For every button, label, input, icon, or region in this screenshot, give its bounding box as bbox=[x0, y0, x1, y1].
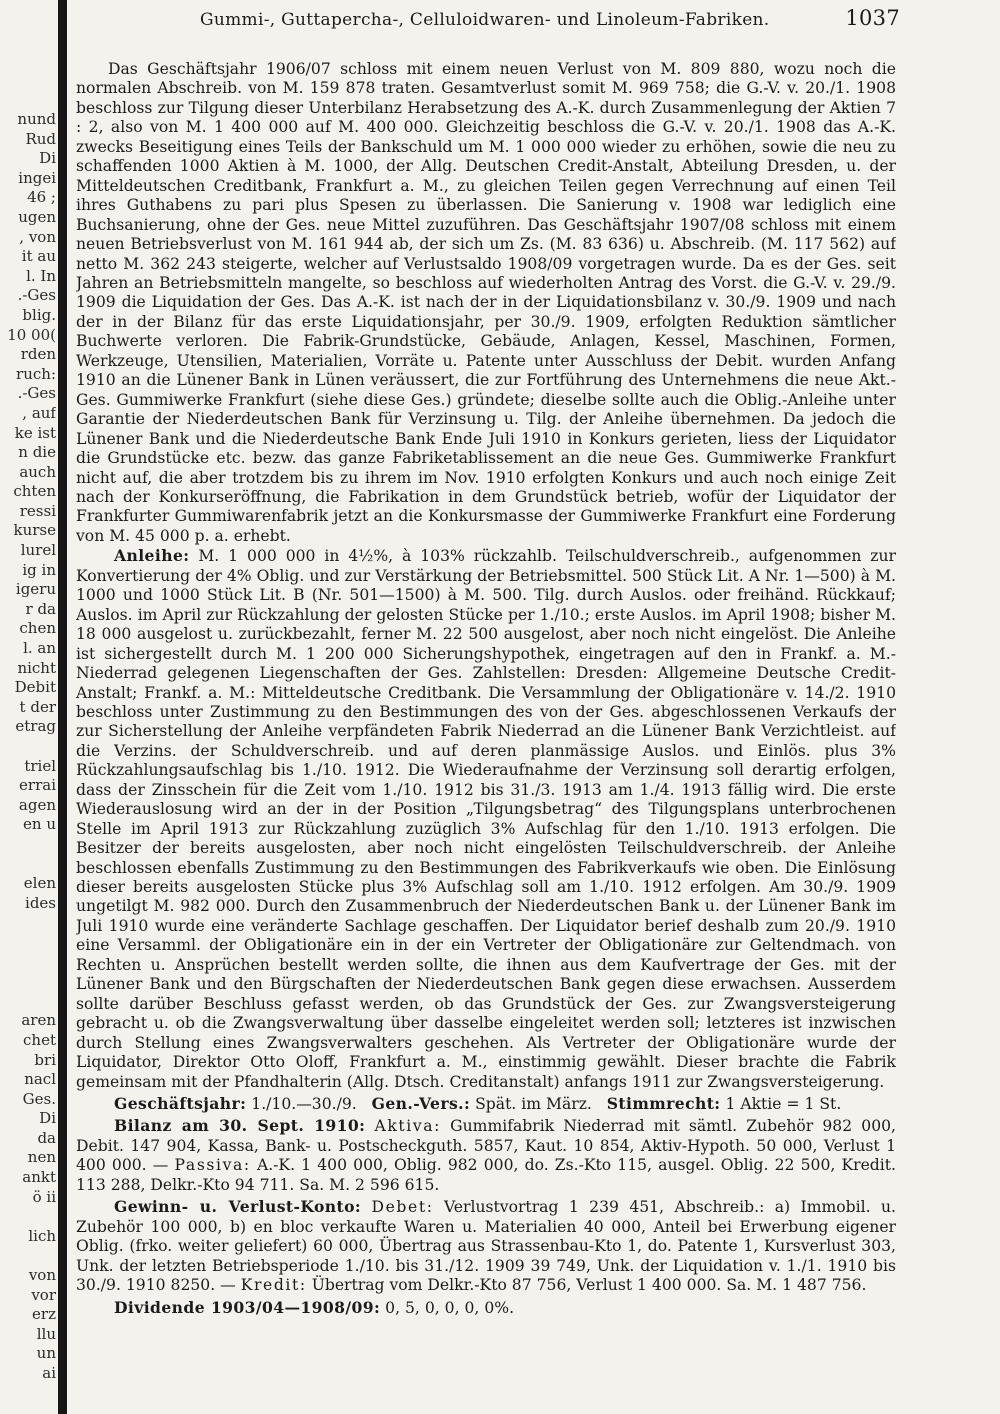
page-number: 1037 bbox=[845, 6, 900, 30]
passiva-label: Passiva: bbox=[174, 1156, 251, 1175]
margin-fragment: ruch: bbox=[16, 364, 56, 383]
margin-fragment: Di bbox=[39, 149, 56, 168]
stimmrecht-value: 1 Aktie = 1 St. bbox=[725, 1095, 842, 1114]
margin-fragment: l. In bbox=[26, 266, 56, 285]
margin-fragment: bri bbox=[34, 1050, 56, 1069]
margin-fragment bbox=[0, 913, 56, 933]
margin-fragment: .-Ges bbox=[17, 286, 56, 305]
margin-fragment: t der bbox=[19, 697, 56, 716]
margin-fragment bbox=[0, 933, 56, 953]
margin-fragment: l. an bbox=[23, 639, 56, 658]
kredit-label: Kredit: bbox=[240, 1276, 307, 1295]
margin-fragment: errai bbox=[19, 776, 56, 795]
geschaeftsjahr-label: Geschäftsjahr: bbox=[114, 1094, 247, 1114]
margin-fragment bbox=[0, 737, 56, 757]
debet-label: Debet: bbox=[371, 1198, 434, 1217]
dividende-value: 0, 5, 0, 0, 0, 0%. bbox=[385, 1298, 515, 1317]
margin-fragment: llu bbox=[36, 1324, 56, 1343]
margin-fragment: rden bbox=[20, 345, 56, 364]
margin-fragment: vor bbox=[31, 1285, 56, 1304]
margin-fragment: Debit bbox=[14, 678, 56, 697]
margin-fragment: lurel bbox=[20, 541, 56, 560]
margin-fragment: chet bbox=[23, 1030, 56, 1049]
margin-fragment: aren bbox=[21, 1011, 56, 1030]
margin-fragment: ankt bbox=[22, 1168, 56, 1187]
dividende-line bbox=[76, 1298, 896, 1318]
stimmrecht-label: Stimmrecht: bbox=[606, 1094, 721, 1114]
margin-fragment: , von bbox=[19, 227, 56, 246]
margin-fragment: nicht bbox=[17, 658, 56, 677]
aktiva-label: Aktiva: bbox=[374, 1117, 442, 1136]
margin-fragment: n die bbox=[18, 443, 56, 462]
margin-fragment: Rud bbox=[25, 129, 56, 148]
margin-fragment: 10 00( bbox=[7, 325, 56, 344]
margin-fragment: nen bbox=[27, 1148, 56, 1167]
margin-fragment: auch bbox=[19, 462, 56, 481]
margin-fragment: Ges. bbox=[22, 1089, 56, 1108]
margin-fragment bbox=[0, 1207, 56, 1227]
margin-fragment: ig in bbox=[22, 560, 56, 579]
gen-vers-value: Spät. im März. bbox=[475, 1095, 592, 1114]
binding-gutter bbox=[58, 0, 67, 1414]
margin-fragment: un bbox=[36, 1344, 56, 1363]
margin-fragment: etrag bbox=[15, 717, 56, 736]
page-header bbox=[200, 6, 900, 36]
margin-fragment: chten bbox=[13, 482, 56, 501]
margin-fragment: nund bbox=[17, 110, 56, 128]
main-text-column bbox=[76, 60, 896, 1410]
margin-fragment: blig. bbox=[22, 305, 56, 324]
guv-paragraph bbox=[76, 1197, 896, 1295]
guv-label: Gewinn- u. Verlust-Konto: bbox=[114, 1197, 362, 1217]
margin-fragment: ugen bbox=[18, 207, 56, 226]
margin-fragment: ingei bbox=[18, 168, 56, 187]
margin-fragment: en u bbox=[23, 815, 56, 834]
aktiva-text: Gummifabrik Niederrad mit sämtl. Zubehör 982 000, Debit. 147 904, Kassa, Bank- u. Postscheckguth. 5857, Kaut. 10 854, Aktiv-Hypoth. 50 000, Verlust 1 400 000. — bbox=[76, 1117, 896, 1175]
margin-fragment: nacl bbox=[24, 1070, 56, 1089]
anleihe-paragraph bbox=[76, 546, 896, 1092]
margin-fragment: elen bbox=[23, 874, 56, 893]
margin-fragment bbox=[0, 992, 56, 1012]
margin-fragment: chen bbox=[19, 619, 56, 638]
margin-fragment: igeru bbox=[15, 580, 56, 599]
margin-fragment: ai bbox=[42, 1364, 56, 1382]
margin-fragment: kurse bbox=[13, 521, 56, 540]
anleihe-text: M. 1 000 000 in 4½%, à 103% rückzahlb. Teilschuldverschreib., aufgenommen zur Konvertierung der 4% Oblig. und zur Verstärkung der Betriebsmittel. 500 Stück Lit. A Nr. 1—500) à M. 1000 und 1000 Stück Lit. B (Nr. 501—1500) à M. 500. Tilg. durch Auslos. oder freihänd. Rückkauf; Auslos. im April zur Rückzahlung der gelosten Stücke per 1./10.; erste Auslos. im April 1908; bisher M. 18 000 ausgelost u. zurückbezahlt, ferner M. 22 500 ausgelost, aber noch nicht eingelöst. Die Anleihe ist sichergestellt durch M. 1 200 000 Sicherungshypothek, eingetragen auf den in Frankf. a. M.-Niederrad gelegenen Liegenschaften der Ges. Zahlstellen: Dresden: Allgemeine Deutsche Credit-Anstalt; Frankf. a. M.: Mitteldeutsche Creditbank. Die Versammlung der Obligationäre v. 14./2. 1910 beschloss unter Zustimmung zu den Bestimmungen des von der Ges. abgeschlossenen Verkaufs der zur Sicherstellung der Anleihe verpfändeten Fabrik Niederrad an die Lünener Bank Verzichtleist. auf die Verzins. der Schuldverschreib. und auf deren planmässige Auslos. und Einlös. plus 3% Rückzahlungsaufschlag bis 1./10. 1912. Die Wiederaufnahme der Verzinsung soll derartig erfolgen, dass der Zinsschein für die Zeit vom 1./10. 1912 bis 31./3. 1913 am 1./4. 1913 fällig wird. Die erste Wiederauslosung wird an der in der Position „Tilgungsbetrag“ des Tilgungsplans unterbrochenen Stelle im April 1913 zur Rückzahlung zuzüglich 3% Aufschlag für den 1./10. 1913 erfolgen. Die Besitzer der bereits ausgelosten, aber noch nicht eingelösten Teilschuldverschreib. der Anleihe beschlossen ebenfalls Zustimmung zu den Bestimmungen des Fabrikverkaufs wie oben. Die Einlösung dieser bereits ausgelosten Stücke plus 3% Aufschlag soll am 1./10. 1912 erfolgen. Am 30./9. 1909 ungetilgt M. 982 000. Durch den Zusammenbruch der Niederdeutschen Bank u. der Lünener Bank im Juli 1910 wurde eine veränderte Sachlage geschaffen. Der Liquidator berief deshalb zum 20./9. 1910 eine Versamml. der Obligationäre ein in der ein Vertreter der Obligationäre zur Geltendmach. von Rechten u. Ansprüchen bestellt werden sollte, die ihnen aus dem Kaufvertrage der Ges. mit der Lünener Bank und den Bürgschaften der Niederdeutschen Bank gegen diese erwachsen. Ausserdem sollte darüber Beschluss gefasst werden, ob das Grundstück der Ges. zur Zwangsversteigerung gebracht u. ob die Zwangsverwaltung über dasselbe eingeleitet werden soll; letzteres ist inzwischen durch Stellung eines Zwangsverwalters geschehen. Als Vertreter der Obligationäre wurde der Liquidator, Direktor Otto Oloff, Frankfurt a. M., einstimmig gewählt. Dieser brachte die Fabrik gemeinsam mit der Pfandhalterin (Allg. Dtsch. Creditanstalt) anfangs 1911 zur Zwangsversteigerung. bbox=[76, 547, 896, 1091]
margin-fragment: , auf bbox=[22, 403, 56, 422]
margin-fragment bbox=[0, 1246, 56, 1266]
margin-fragment: Di bbox=[39, 1109, 56, 1128]
dividende-label: Dividende 1903/04—1908/09: bbox=[114, 1297, 381, 1317]
margin-fragment: ö ii bbox=[32, 1187, 56, 1206]
margin-fragment: triel bbox=[24, 756, 56, 775]
margin-fragment: .-Ges bbox=[17, 384, 56, 403]
margin-fragment bbox=[0, 953, 56, 973]
margin-fragment: r da bbox=[25, 599, 56, 618]
previous-page-margin bbox=[0, 110, 56, 1384]
margin-fragment: agen bbox=[18, 795, 56, 814]
margin-fragment bbox=[0, 972, 56, 992]
history-paragraph: Das Geschäftsjahr 1906/07 schloss mit einem neuen Verlust von M. 809 880, wozu noch die normalen Abschreib. von M. 159 878 traten. Gesamtverlust somit M. 969 758; die G.-V. v. 20./1. 1908 beschloss zur Tilgung dieser Unterbilanz Herabsetzung des A.-K. durch Zusammenlegung der Aktien 7 : 2, also von M. 1 400 000 auf M. 400 000. Gleichzeitig beschloss die G.-V. v. 20./1. 1908 das A.-K. zwecks Beseitigung eines Teils der Bankschuld um M. 1 000 000 wieder zu erhöhen, sowie die neu zu schaffenden 1000 Aktien à M. 1000, der Allg. Deutschen Credit-Anstalt, Abteilung Dresden, u. der Mitteldeutschen Creditbank, Frankfurt a. M., zu gleichen Teilen gegen Verrechnung auf einen Teil ihres Guthabens zu pari plus Spesen zu überlassen. Die Sanierung v. 1908 war lediglich eine Buchsanierung, ohne der Ges. neue Mittel zuzuführen. Das Geschäftsjahr 1907/08 schloss mit einem neuen Betriebsverlust von M. 161 944 ab, der sich um Zs. (M. 83 636) u. Abschreib. (M. 117 562) auf netto M. 362 243 steigerte, welcher auf Verlustsaldo 1908/09 vorgetragen wurde. Da es der Ges. seit Jahren an Betriebsmitteln mangelte, so beschloss auf wiederholten Antrag des Vorst. die G.-V. v. 29./9. 1909 die Liquidation der Ges. Das A.-K. ist nach der in der Liquidationsbilanz v. 30./9. 1909 und nach der in der Bilanz für das erste Liquidationsjahr, per 30./9. 1909, erfolgten Reduktion sämtlicher Buchwerte verloren. Die Fabrik-Grundstücke, Gebäude, Anlagen, Kessel, Maschinen, Formen, Werkzeuge, Utensilien, Materialien, Vorräte u. Patente unter Ausschluss der Debit. wurden Anfang 1910 an die Lünener Bank in Lünen veräussert, die zur Fortführung des Unternehmens die neue Akt.-Ges. Gummiwerke Frankfurt (siehe diese Ges.) gründete; dieselbe sollte auch die Oblig.-Anleihe unter Garantie der Niederdeutschen Bank für Verzinsung u. Tilg. der Anleihe übernehmen. Da jedoch die Lünener Bank und die Niederdeutsche Bank Ende Juli 1910 in Konkurs gerieten, liess der Liquidator die Grundstücke etc. bezw. das ganze Fabriketablissement an die neue Ges. Gummiwerke Frankfurt nicht auf, die aber trotzdem bis zu ihrem im Nov. 1910 erfolgten Konkurs und auch noch einige Zeit nach der Konkurseröffnung, die Fabrikation in dem Grundstück betrieb, wofür der Liquidator der Frankfurter Gummiwarenfabrik jetzt an die Konkursmasse der Gummiwerke Frankfurt eine Forderung von M. 45 000 p. a. erhebt. bbox=[76, 60, 896, 545]
margin-fragment: ressi bbox=[19, 501, 56, 520]
gen-vers-label: Gen.-Vers.: bbox=[371, 1094, 471, 1114]
kredit-text: Übertrag vom Delkr.-Kto 87 756, Verlust 1 400 000. Sa. M. 1 487 756. bbox=[311, 1276, 867, 1295]
margin-fragment: da bbox=[37, 1128, 56, 1147]
anleihe-label: Anleihe: bbox=[114, 546, 190, 566]
bilanz-label: Bilanz am 30. Sept. 1910: bbox=[114, 1116, 366, 1136]
meta-line bbox=[76, 1094, 896, 1114]
geschaeftsjahr-value: 1./10.—30./9. bbox=[251, 1095, 357, 1114]
bilanz-paragraph bbox=[76, 1116, 896, 1195]
margin-fragment: ides bbox=[25, 893, 56, 912]
margin-fragment: ke ist bbox=[14, 423, 56, 442]
margin-fragment: von bbox=[28, 1266, 56, 1285]
debet-text: Verlustvortrag 1 239 451, Abschreib.: a) Immobil. u. Zubehör 100 000, b) en bloc verkaufte Waren u. Materialien 40 000, Anteil bei Erwerbung eigener Oblig. (frko. weiter geliefert) 60 000, Übertrag aus Strassenbau-Kto 1, do. Patente 1, Kursverlust 303, Unk. der letzten Betriebsperiode 1./10. bis 31./12. 1909 39 749, Unk. der Liquidation v. 1./1. 1910 bis 30./9. 1910 8250. — bbox=[76, 1198, 896, 1295]
margin-fragment: lich bbox=[28, 1226, 56, 1245]
margin-fragment: it au bbox=[21, 247, 56, 266]
running-title: Gummi-, Guttapercha-, Celluloidwaren- und Linoleum-Fabriken. bbox=[200, 10, 770, 30]
passiva-text: A.-K. 1 400 000, Oblig. 982 000, do. Zs.-Kto 115, ausgel. Oblig. 22 500, Kredit. 113 288, Delkr.-Kto 94 711. Sa. M. 2 596 615. bbox=[76, 1156, 896, 1194]
margin-fragment: erz bbox=[32, 1305, 56, 1324]
margin-fragment bbox=[0, 835, 56, 855]
margin-fragment bbox=[0, 855, 56, 875]
margin-fragment: 46 ; bbox=[27, 188, 56, 207]
